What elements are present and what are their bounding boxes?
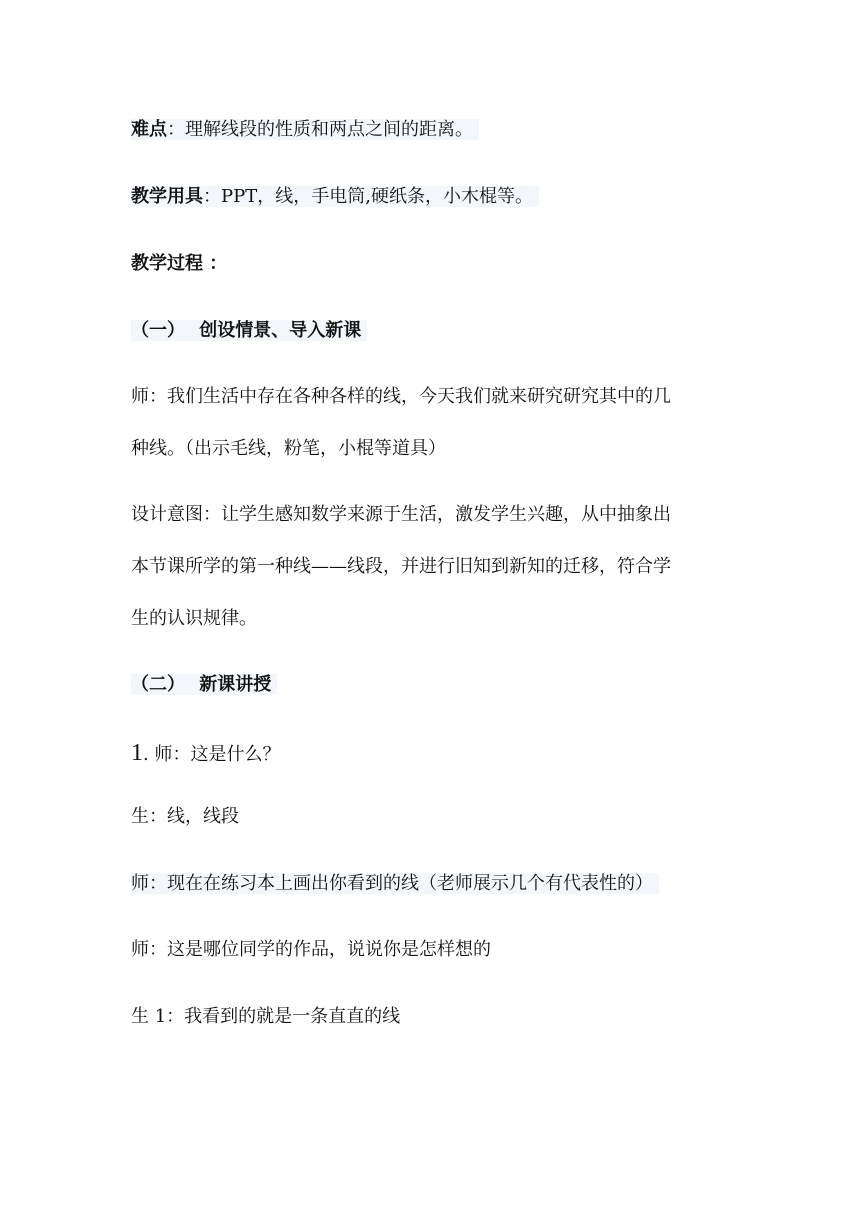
difficulty-paragraph [131,118,479,142]
section-1-number: （一） [131,320,185,341]
dialogue-line: 生 1：我看到的就是一条直直的线 [131,1006,401,1027]
section-2-heading [131,673,277,697]
dialogue-line: 生：线，线段 [131,806,239,827]
tools-colon: ： [203,186,221,207]
design-intent-line-2: 本节课所学的第一种线——线段，并进行旧知到新知的迁移，符合学 [131,556,671,577]
item-1-paragraph [131,738,280,768]
teacher-intro-line-1: 师：我们生活中存在各种各样的线，今天我们就来研究研究其中的几 [131,386,671,407]
difficulty-text: 理解线段的性质和两点之间的距离。 [185,119,473,140]
section-1-title: 创设情景、导入新课 [199,320,362,341]
section-1-heading [131,319,367,343]
design-intent-line-1: 设计意图：让学生感知数学来源于生活，激发学生兴趣，从中抽象出 [131,504,671,525]
teacher-intro-line-2: 种线。（出示毛线，粉笔，小棍等道具） [131,438,446,459]
design-intent-line-3: 生的认识规律。 [131,608,257,629]
difficulty-label: 难点 [131,119,167,140]
item-1-number: 1 [131,740,143,766]
tools-text: PPT，线，手电筒,硬纸条，小木棍等。 [221,186,533,207]
tools-label: 教学用具 [131,186,203,207]
dialogue-line: 师：这是哪位同学的作品，说说你是怎样想的 [131,939,491,960]
item-1-text: . 师：这是什么？ [143,744,281,765]
section-2-number: （二） [131,674,185,695]
dialogue-text: 师：现在在练习本上画出你看到的线（老师展示几个有代表性的） [131,873,659,894]
tools-paragraph [131,185,539,209]
difficulty-colon: ： [167,119,185,140]
section-2-title: 新课讲授 [199,674,272,695]
dialogue-line [131,872,659,896]
process-heading: 教学过程 ： [131,253,228,274]
